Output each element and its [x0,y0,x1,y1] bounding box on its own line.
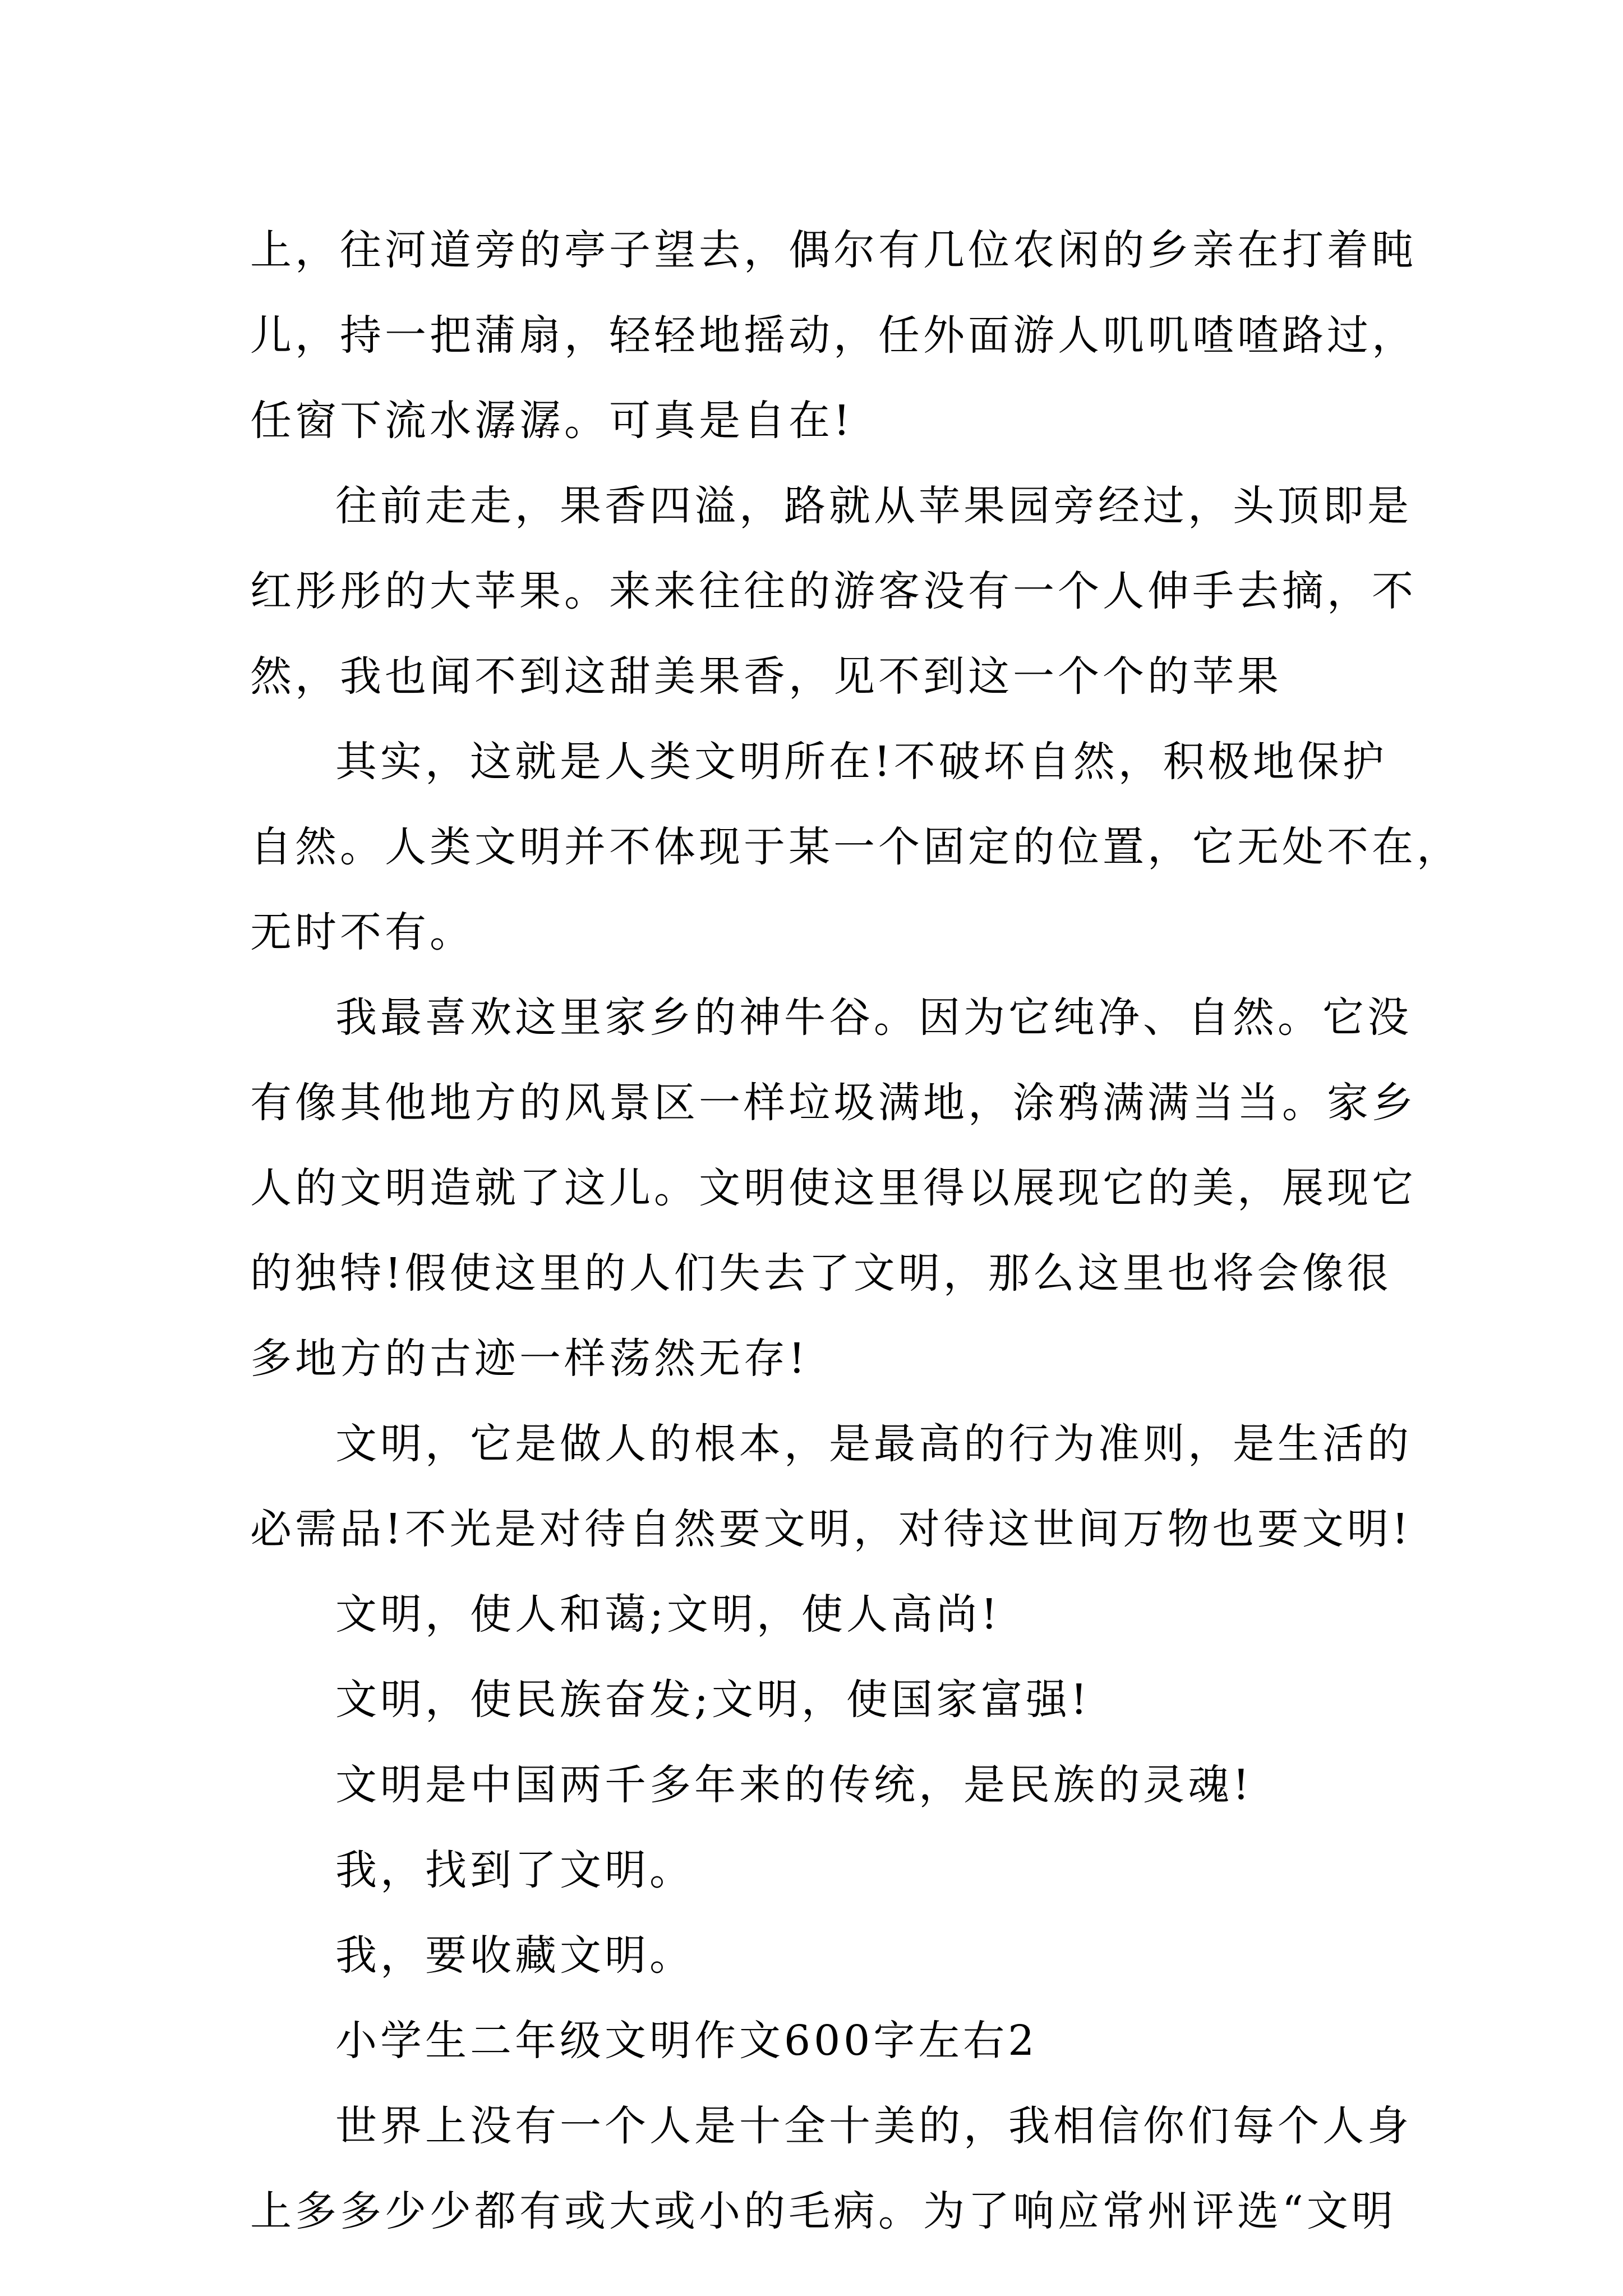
text-line: 上多多少少都有或大或小的毛病。为了响应常州评选“文明 [250,2187,1396,2235]
paragraph-start-line: 文明，使人和蔼;文明，使人高尚! [335,1590,1001,1639]
text-line: 人的文明造就了这儿。文明使这里得以展现它的美，展现它 [250,1164,1417,1212]
paragraph-start-line: 世界上没有一个人是十全十美的，我相信你们每个人身 [335,2102,1412,2150]
text-line: 儿，持一把蒲扇，轻轻地摇动，任外面游人叽叽喳喳路过， [250,311,1417,360]
text-line: 上，往河道旁的亭子望去，偶尔有几位农闲的乡亲在打着盹 [250,226,1417,274]
text-line: 有像其他地方的风景区一样垃圾满地，涂鸦满满当当。家乡 [250,1079,1417,1127]
essay-body [250,208,1461,2254]
paragraph-start-line: 文明，它是做人的根本，是最高的行为准则，是生活的 [335,1420,1412,1468]
paragraph-start-line: 我，找到了文明。 [335,1846,694,1894]
paragraph-start-line: 文明是中国两千多年来的传统，是民族的灵魂! [335,1761,1253,1809]
paragraph-start-line: 文明，使民族奋发;文明，使国家富强! [335,1676,1091,1724]
paragraph-start-line: 我，要收藏文明。 [335,1931,694,1980]
text-line: 自然。人类文明并不体现于某一个固定的位置，它无处不在， [250,823,1461,871]
paragraph-start-line: 往前走走，果香四溢，路就从苹果园旁经过，头顶即是 [335,482,1412,530]
text-line: 任窗下流水潺潺。可真是自在! [250,397,854,445]
text-line: 必需品!不光是对待自然要文明，对待这世间万物也要文明! [250,1505,1412,1553]
text-line: 然，我也闻不到这甜美果香，见不到这一个个的苹果 [250,652,1282,701]
section-heading: 小学生二年级文明作文600字左右2 [335,2017,1038,2065]
text-line: 无时不有。 [250,908,474,956]
paragraph-start-line: 其实，这就是人类文明所在!不破坏自然，积极地保护 [335,738,1387,786]
text-line: 多地方的古迹一样荡然无存! [250,1335,809,1383]
paragraph-start-line: 我最喜欢这里家乡的神牛谷。因为它纯净、自然。它没 [335,993,1412,1042]
text-line: 红彤彤的大苹果。来来往往的游客没有一个人伸手去摘，不 [250,567,1417,615]
text-line: 的独特!假使这里的人们失去了文明，那么这里也将会像很 [250,1249,1392,1297]
